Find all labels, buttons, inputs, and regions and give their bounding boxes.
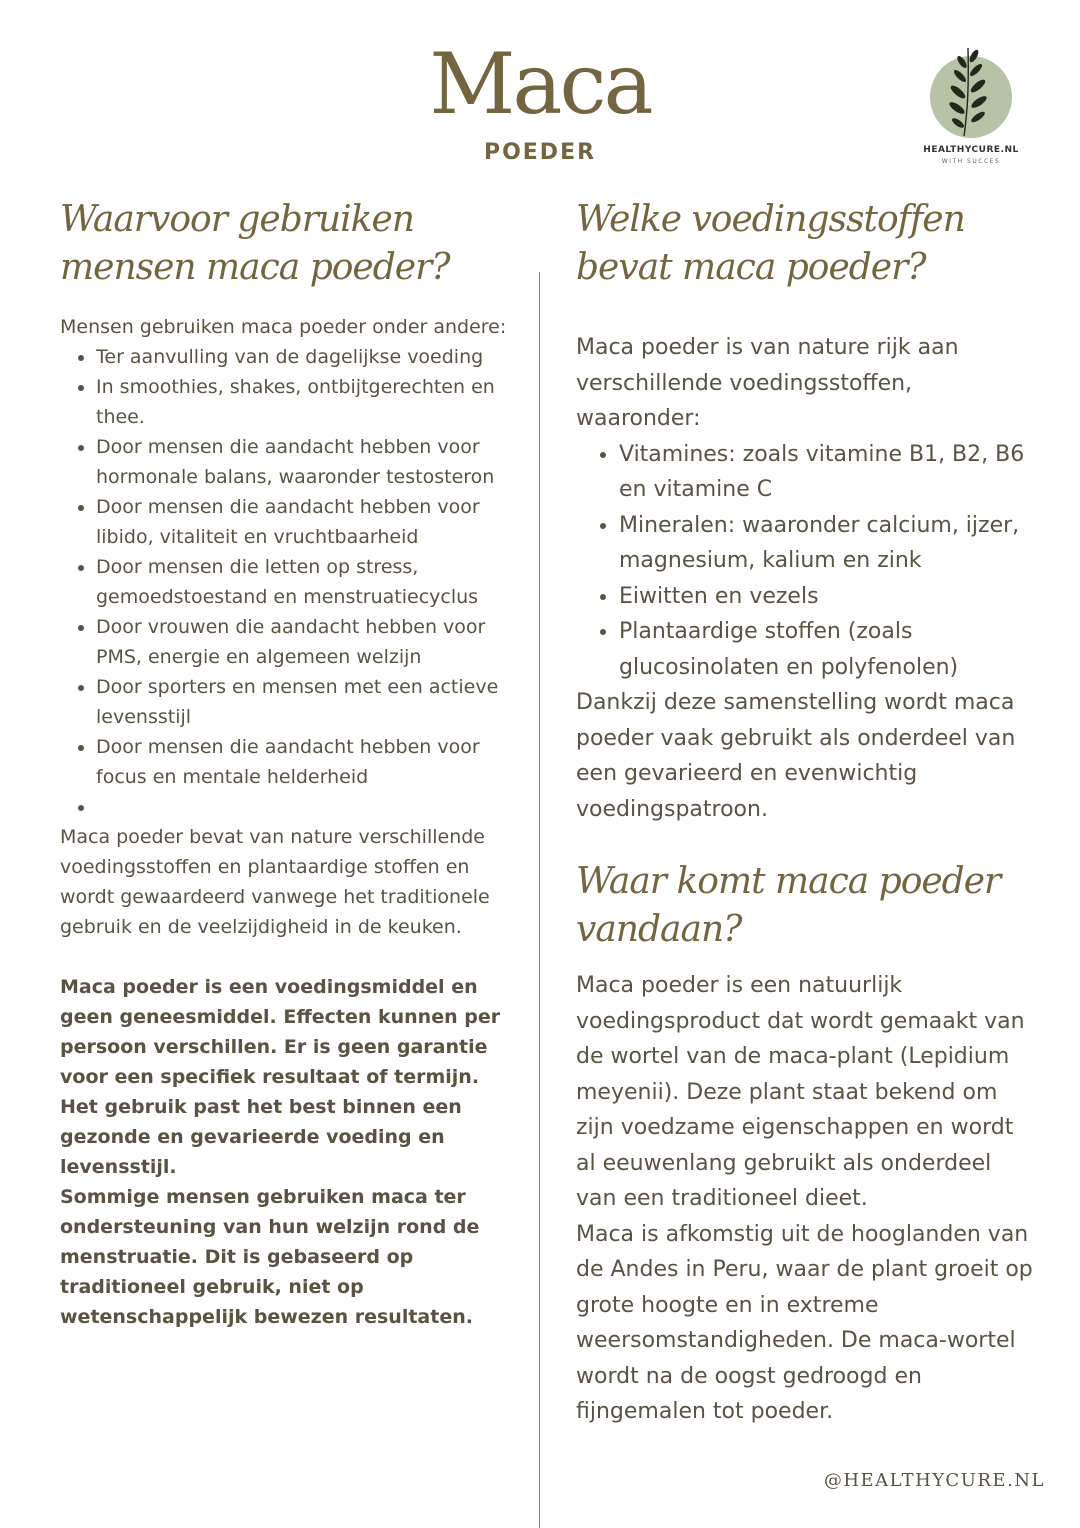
right-heading-origin: Waar komt maca poeder vandaan? (576, 861, 1001, 950)
list-item: • Door mensen die aandacht hebben voor focus en mentale helderheid (96, 732, 515, 792)
origin-section (576, 968, 1036, 1430)
logo-brand-name: HEALTHYCURE.NL (923, 145, 1019, 155)
uses-list (60, 342, 515, 822)
disclaimer-text-2: Sommige mensen gebruiken maca ter ondersteuning van hun welzijn rond de menstruatie. Dit is gebaseerd op traditioneel gebruik, niet op wetenschappelijk bewezen resultaten. (60, 1186, 480, 1328)
page-title: Maca (429, 35, 651, 133)
nutrients-list (576, 437, 1036, 686)
list-item: • Ter aanvulling van de dagelijkse voeding (96, 342, 515, 372)
social-handle: @HEALTHYCURE.NL (823, 1470, 1045, 1491)
left-intro: Mensen gebruiken maca poeder onder andere: (60, 316, 507, 338)
list-item: • Vitamines: zoals vitamine B1, B2, B6 en vitamine C (619, 437, 1036, 508)
list-item: • Eiwitten en vezels (619, 579, 1036, 615)
list-item: • Plantaardige stoffen (zoals glucosinolaten en polyfenolen) (619, 614, 1036, 685)
list-item: • Door sporters en mensen met een actieve levensstijl (96, 672, 515, 732)
list-item: • Mineralen: waaronder calcium, ijzer, magnesium, kalium en zink (619, 508, 1036, 579)
origin-paragraph-2: Maca is afkomstig uit de hooglanden van de Andes in Peru, waar de plant groeit op grote hoogte en in extreme weersomstandigheden. De maca-wortel wordt na de oogst gedroogd en fijngemalen tot poeder. (576, 1221, 1033, 1424)
list-item: • In smoothies, shakes, ontbijtgerechten en thee. (96, 372, 515, 432)
right-heading-nutrients: Welke voedingsstoffen bevat maca poeder? (576, 199, 965, 288)
page-subtitle: POEDER (483, 140, 597, 165)
brand-logo (912, 44, 1030, 174)
column-divider (539, 272, 540, 1528)
nutrients-intro: Maca poeder is van nature rijk aan verschillende voedingsstoffen, waaronder: (576, 335, 959, 431)
list-item-empty (96, 792, 515, 822)
disclaimer-text: Maca poeder is een voedingsmiddel en geen geneesmiddel. Effecten kunnen per persoon verschillen. Er is geen garantie voor een specifiek resultaat of termijn. Het gebruik past het best binnen een gezonde en gevarieerde voeding en levensstijl. (60, 976, 501, 1178)
left-column (60, 312, 515, 1332)
leaf-branch-icon (912, 44, 1030, 144)
left-heading: Waarvoor gebruiken mensen maca poeder? (60, 199, 450, 288)
origin-paragraph: Maca poeder is een natuurlijk voedingsproduct dat wordt gemaakt van de wortel van de maca-plant (Lepidium meyenii). Deze plant staat bekend om zijn voedzame eigenschappen en wordt al eeuwenlang gebruikt als onderdeel van een traditioneel dieet. (576, 973, 1025, 1211)
left-paragraph: Maca poeder bevat van nature verschillende voedingsstoffen en plantaardige stoffen en wordt gewaardeerd vanwege het traditionele gebruik en de veelzijdigheid in de keuken. (60, 826, 490, 938)
list-item: • Door mensen die letten op stress, gemoedstoestand en menstruatiecyclus (96, 552, 515, 612)
list-item: • Door mensen die aandacht hebben voor libido, vitaliteit en vruchtbaarheid (96, 492, 515, 552)
nutrients-paragraph: Dankzij deze samenstelling wordt maca poeder vaak gebruikt als onderdeel van een gevarieerd en evenwichtig voedingspatroon. (576, 690, 1016, 822)
list-item: • Door vrouwen die aandacht hebben voor PMS, energie en algemeen welzijn (96, 612, 515, 672)
list-item: • Door mensen die aandacht hebben voor hormonale balans, waaronder testosteron (96, 432, 515, 492)
nutrients-section (576, 330, 1036, 827)
logo-tagline: WITH SUCCES (941, 158, 1001, 165)
